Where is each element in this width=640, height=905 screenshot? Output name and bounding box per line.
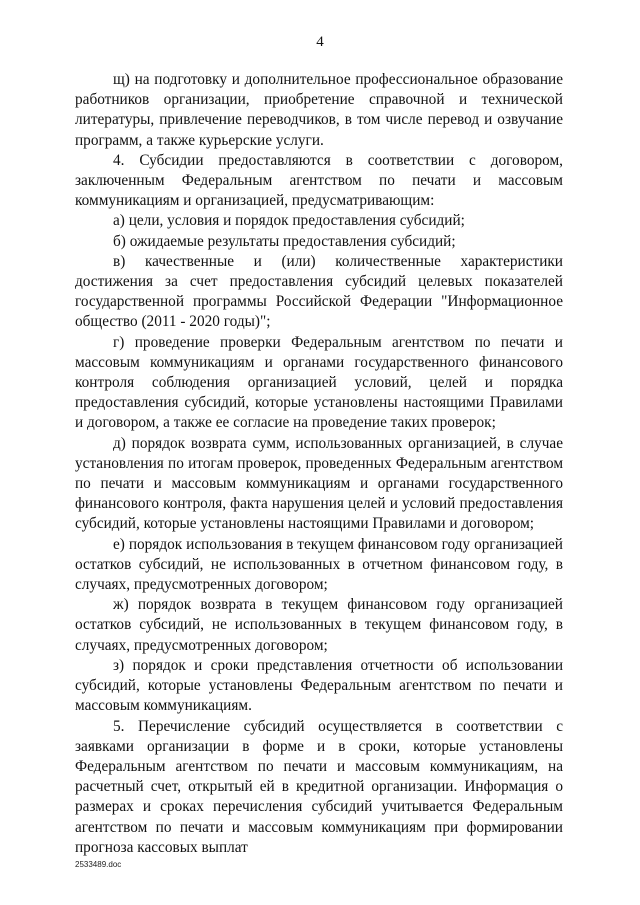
paragraph-e: е) порядок использования в текущем финансовом году организацией остатков субсидий, не использованных в отчетном финансовом году, в случаях, предусмотренных договором; [75, 535, 563, 594]
paragraph-g: г) проведение проверки Федеральным агентством по печати и массовым коммуникациям и органами государственного финансового контроля соблюдения организацией условий, целей и порядка предоставления субсидий, которые установлены настоящими Правилами и договором, а также ее согласие на проведение таких проверок; [75, 333, 563, 432]
paragraph-v: в) качественные и (или) количественные характеристики достижения за счет предоставления субсидий целевых показателей государственной программы Российской Федерации "Информационное общество (2011 - 2020 годы)"; [75, 252, 563, 331]
paragraph-zh: ж) порядок возврата в текущем финансовом году организацией остатков субсидий, не использованных в текущем финансовом году, в случаях, предусмотренных договором; [75, 596, 563, 654]
page-number: 4 [316, 34, 324, 50]
paragraph-d: д) порядок возврата сумм, использованных организацией, в случае установления по итогам проверок, проведенных Федеральным агентством по печати и массовым коммуникациям и органами государственного финансового контроля, факта нарушения целей и условий предоставления субсидий, которые установлены настоящими Правилами и договором; [75, 434, 563, 533]
paragraph-5: 5. Перечисление субсидий осуществляется в соответствии с заявками организации в форме и в сроки, которые установлены Федеральным агентством по печати и массовым коммуникациям, на расчетный счет, открытый ей в кредитной организации. Информация о размерах и сроках перечисления субсидий учитывается Федеральным агентством по печати и массовым коммуникациям при формировании прогноза кассовых выплат [75, 717, 563, 856]
paragraph-a: а) цели, условия и порядок предоставления субсидий; [113, 212, 465, 230]
paragraph-shch: щ) на подготовку и дополнительное профессиональное образование работников организации, приобретение справочной и технической литературы, привлечение переводчиков, в том числе перевод и озвучание программ, а также курьерские услуги. [75, 71, 563, 149]
paragraph-z: з) порядок и сроки представления отчетности об использовании субсидий, которые установлены Федеральным агентством по печати и массовым коммуникациям. [75, 656, 563, 715]
paragraph-4: 4. Субсидии предоставляются в соответствии с договором, заключенным Федеральным агентством по печати и массовым коммуникациям и организацией, предусматривающим: [75, 151, 563, 210]
document-body [75, 70, 563, 858]
paragraph-b: б) ожидаемые результаты предоставления субсидий; [113, 232, 456, 250]
footer-filename: 2533489.doc [75, 860, 122, 869]
